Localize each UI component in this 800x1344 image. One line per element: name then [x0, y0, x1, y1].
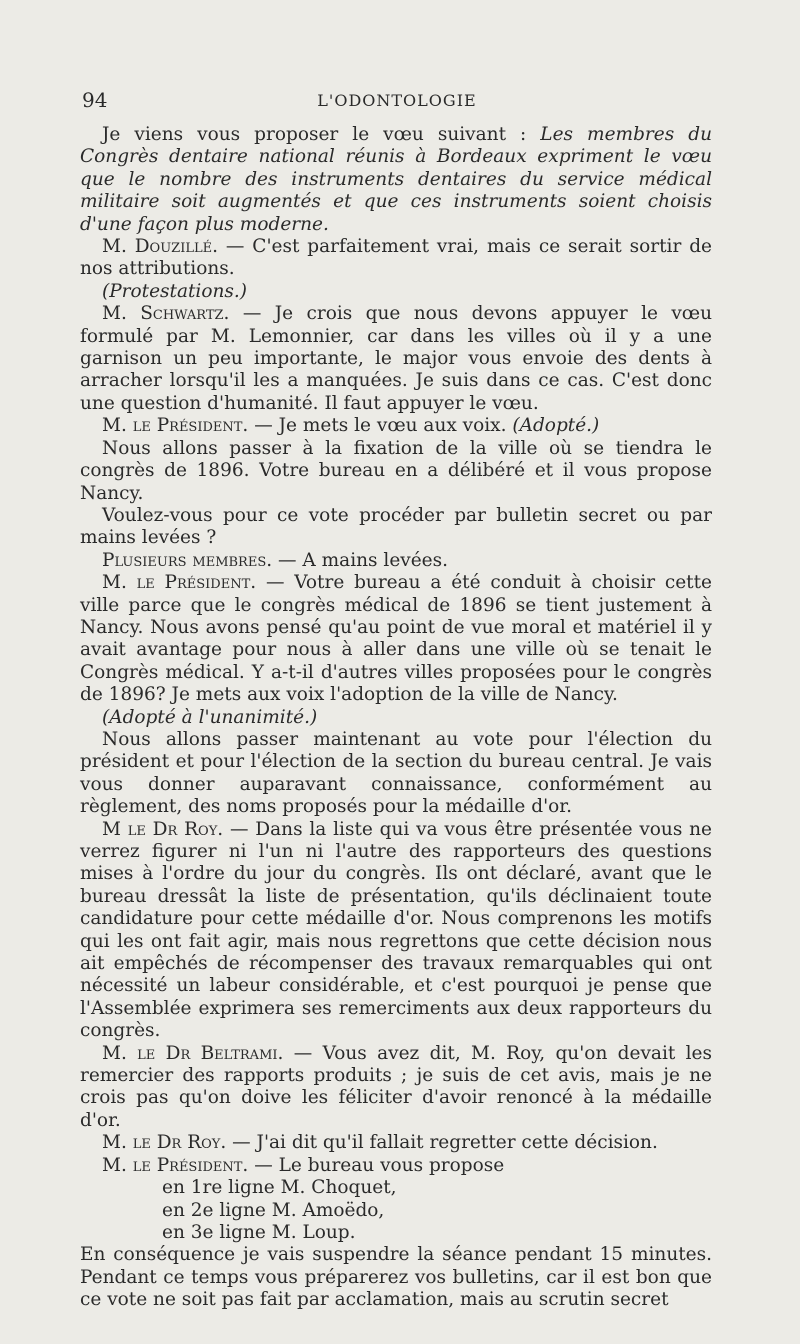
- paragraph-text: — Dans la liste qui va vous être présentée vous ne verrez figurer ni l'un ni l'autre des rapporteurs des questions mises à l'ordre du jour du congrès. Ils ont déclaré, avant que le bureau dressât la liste de présentation, qu'ils déclinaient toute candidature pour cette médaille d'or. Nous comprenons les motifs qui les ont fait agir, mais nous regrettons que cette décision nous ait empêchés de récompenser des travaux remarquables qui ont nécessité un labeur considérable, et c'est pourquoi je pense que l'Assemblée exprimera ses remerciments aux deux rapporteurs du congrès.: [80, 818, 712, 1042]
- paragraph: Voulez-vous pour ce vote procéder par bulletin secret ou par mains levées ?: [80, 504, 712, 549]
- paragraph-text: — Votre bureau a été conduit à choisir cette ville parce que le congrès médical de 1896 se tient justement à Nancy. Nous avons pensé qu'au point de vue moral et matériel il y avait avantage pour nous à aller dans une ville où se tenait le Congrès médical. Y a-t-il d'autres villes proposées pour le congrès de 1896? Je mets aux voix l'adoption de la ville de Nancy.: [80, 572, 712, 706]
- stage-note: (Adopté.): [512, 415, 600, 437]
- speaker-name: M. Schwartz.: [102, 303, 230, 325]
- list-item: en 2e ligne M. Amoëdo,: [162, 1199, 385, 1221]
- paragraph: En conséquence je vais suspendre la séance pendant 15 minutes. Pendant ce temps vous préparerez vos bulletins, car il est bon que ce vote ne soit pas fait par acclamation, mais au scrutin secret: [80, 1244, 712, 1311]
- paragraph: [80, 550, 712, 572]
- body-text: [80, 124, 712, 1312]
- paragraph-text: — Je crois que nous devons appuyer le vœu formulé par M. Lemonnier, car dans les villes où il y a une garnison un peu importante, le major vous envoie des dents à arracher lorsqu'il les a manquées. Je suis dans ce cas. C'est donc une question d'humanité. Il faut appuyer le vœu.: [80, 303, 712, 414]
- paragraph: [80, 1155, 712, 1177]
- page-number: 94: [82, 88, 108, 112]
- paragraph-text: — Je mets le vœu aux voix.: [248, 415, 513, 437]
- speaker-name: M le Dr Roy.: [102, 818, 224, 840]
- paragraph-text: — J'ai dit qu'il fallait regretter cette décision.: [226, 1132, 658, 1154]
- paragraph: [80, 236, 712, 281]
- stage-note: (Protestations.): [102, 280, 247, 302]
- paragraph: [80, 819, 712, 1043]
- paragraph-text: — C'est parfaitement vrai, mais ce serait sortir de nos attributions.: [80, 236, 712, 280]
- paragraph: [80, 303, 712, 415]
- resolution-text: Les membres du Congrès dentaire national réunis à Bordeaux expriment le vœu que le nombre des instruments dentaires du service médical militaire soit augmentés et que ces instruments soient choisis d'une façon plus moderne.: [80, 124, 712, 235]
- list-item: en 3e ligne M. Loup.: [162, 1221, 356, 1243]
- speaker-name: M. le Président.: [102, 415, 249, 437]
- paragraph-text: Je viens vous proposer le vœu suivant :: [102, 124, 541, 145]
- paragraph: [80, 415, 712, 437]
- paragraph-text: — Le bureau vous propose: [248, 1154, 505, 1176]
- paragraph: [80, 124, 712, 236]
- page-header: [82, 88, 712, 116]
- paragraph-text: — A mains levées.: [272, 549, 448, 571]
- paragraph-text: — Vous avez dit, M. Roy, qu'on devait les remercier des rapports produits ; je suis de cet avis, mais je ne crois pas qu'on doive les féliciter d'avoir renoncé à la médaille d'or.: [80, 1042, 712, 1131]
- paragraph: [80, 281, 712, 303]
- paragraph: [80, 707, 712, 729]
- speaker-name: M. le Dr Roy.: [102, 1132, 227, 1154]
- paragraph: [80, 1132, 712, 1154]
- paragraph: [80, 1043, 712, 1133]
- stage-note: (Adopté à l'unanimité.): [102, 706, 318, 728]
- speaker-name: M. le Président.: [102, 572, 257, 594]
- list-item: en 1re ligne M. Choquet,: [162, 1177, 397, 1199]
- speaker-name: M. Douzillé.: [102, 236, 218, 258]
- paragraph: Nous allons passer maintenant au vote pour l'élection du président et pour l'élection de la section du bureau central. Je vais vous donner auparavant connaissance, conformément au règlement, des noms proposés pour la médaille d'or.: [80, 728, 712, 818]
- speaker-name: M. le Président.: [102, 1154, 249, 1176]
- paragraph: [80, 572, 712, 706]
- speaker-name: M. le Dr Beltrami.: [102, 1042, 284, 1064]
- running-title: L'ODONTOLOGIE: [317, 91, 477, 110]
- paragraph: Nous allons passer à la fixation de la ville où se tiendra le congrès de 1896. Votre bureau en a délibéré et il vous propose Nancy.: [80, 437, 712, 504]
- speaker-name: Plusieurs membres.: [102, 549, 273, 571]
